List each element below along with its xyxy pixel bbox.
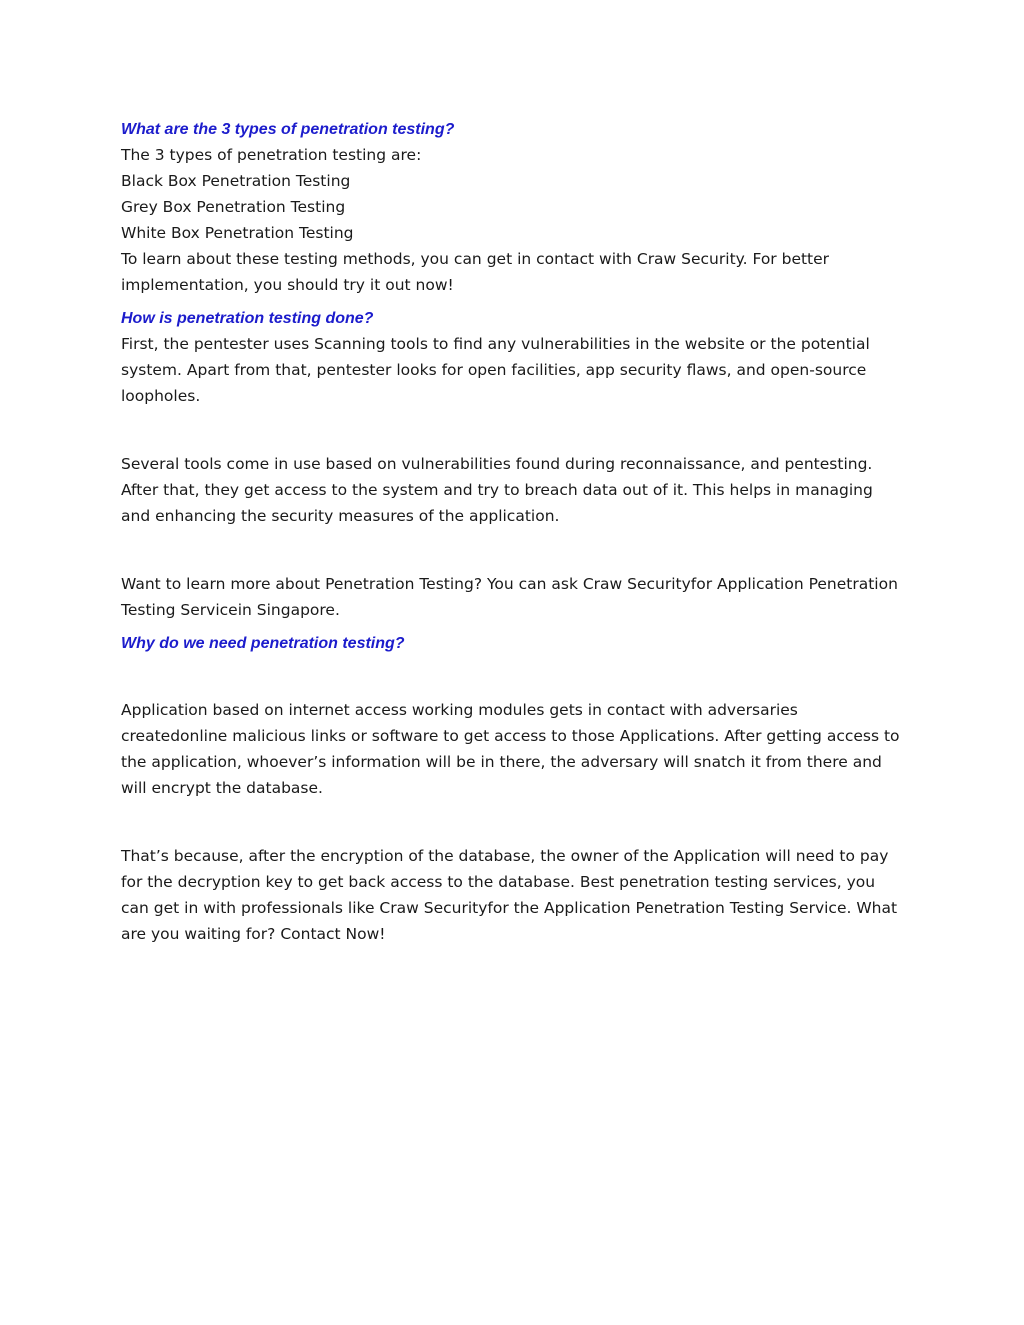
document-page	[121, 118, 901, 947]
application-access-paragraph: Application based on internet access working modules gets in contact with adversaries createdonline malicious links or software to get access to those Applications. After getting access to the application, whoever’s information will be in there, the adversary will snatch it from there and will encrypt the database.	[121, 701, 900, 797]
heading-types-of-penetration-testing: What are the 3 types of penetration testing?	[121, 121, 455, 138]
types-intro-line: The 3 types of penetration testing are:	[121, 146, 422, 164]
white-box-item: White Box Penetration Testing	[121, 224, 354, 242]
grey-box-item: Grey Box Penetration Testing	[121, 198, 346, 216]
heading-how-penetration-testing-done: How is penetration testing done?	[121, 310, 374, 327]
learn-more-paragraph: Want to learn more about Penetration Testing? You can ask Craw Securityfor Application Penetration Testing Servicein Singapore.	[121, 575, 898, 619]
encryption-paragraph: That’s because, after the encryption of the database, the owner of the Application will need to pay for the decryption key to get back access to the database. Best penetration testing services, you can get in with professionals like Craw Securityfor the Application Penetration Testing Service. What are you waiting for? Contact Now!	[121, 847, 898, 943]
scanning-paragraph: First, the pentester uses Scanning tools to find any vulnerabilities in the website or the potential system. Apart from that, pentester looks for open facilities, app security flaws, and open-source loopholes.	[121, 335, 870, 405]
black-box-item: Black Box Penetration Testing	[121, 172, 351, 190]
tools-paragraph: Several tools come in use based on vulnerabilities found during reconnaissance, and pentesting. After that, they get access to the system and try to breach data out of it. This helps in managing and enhancing the security measures of the application.	[121, 455, 873, 525]
heading-why-need-penetration-testing: Why do we need penetration testing?	[121, 635, 405, 652]
contact-paragraph: To learn about these testing methods, you can get in contact with Craw Security. For better implementation, you should try it out now!	[121, 250, 830, 294]
